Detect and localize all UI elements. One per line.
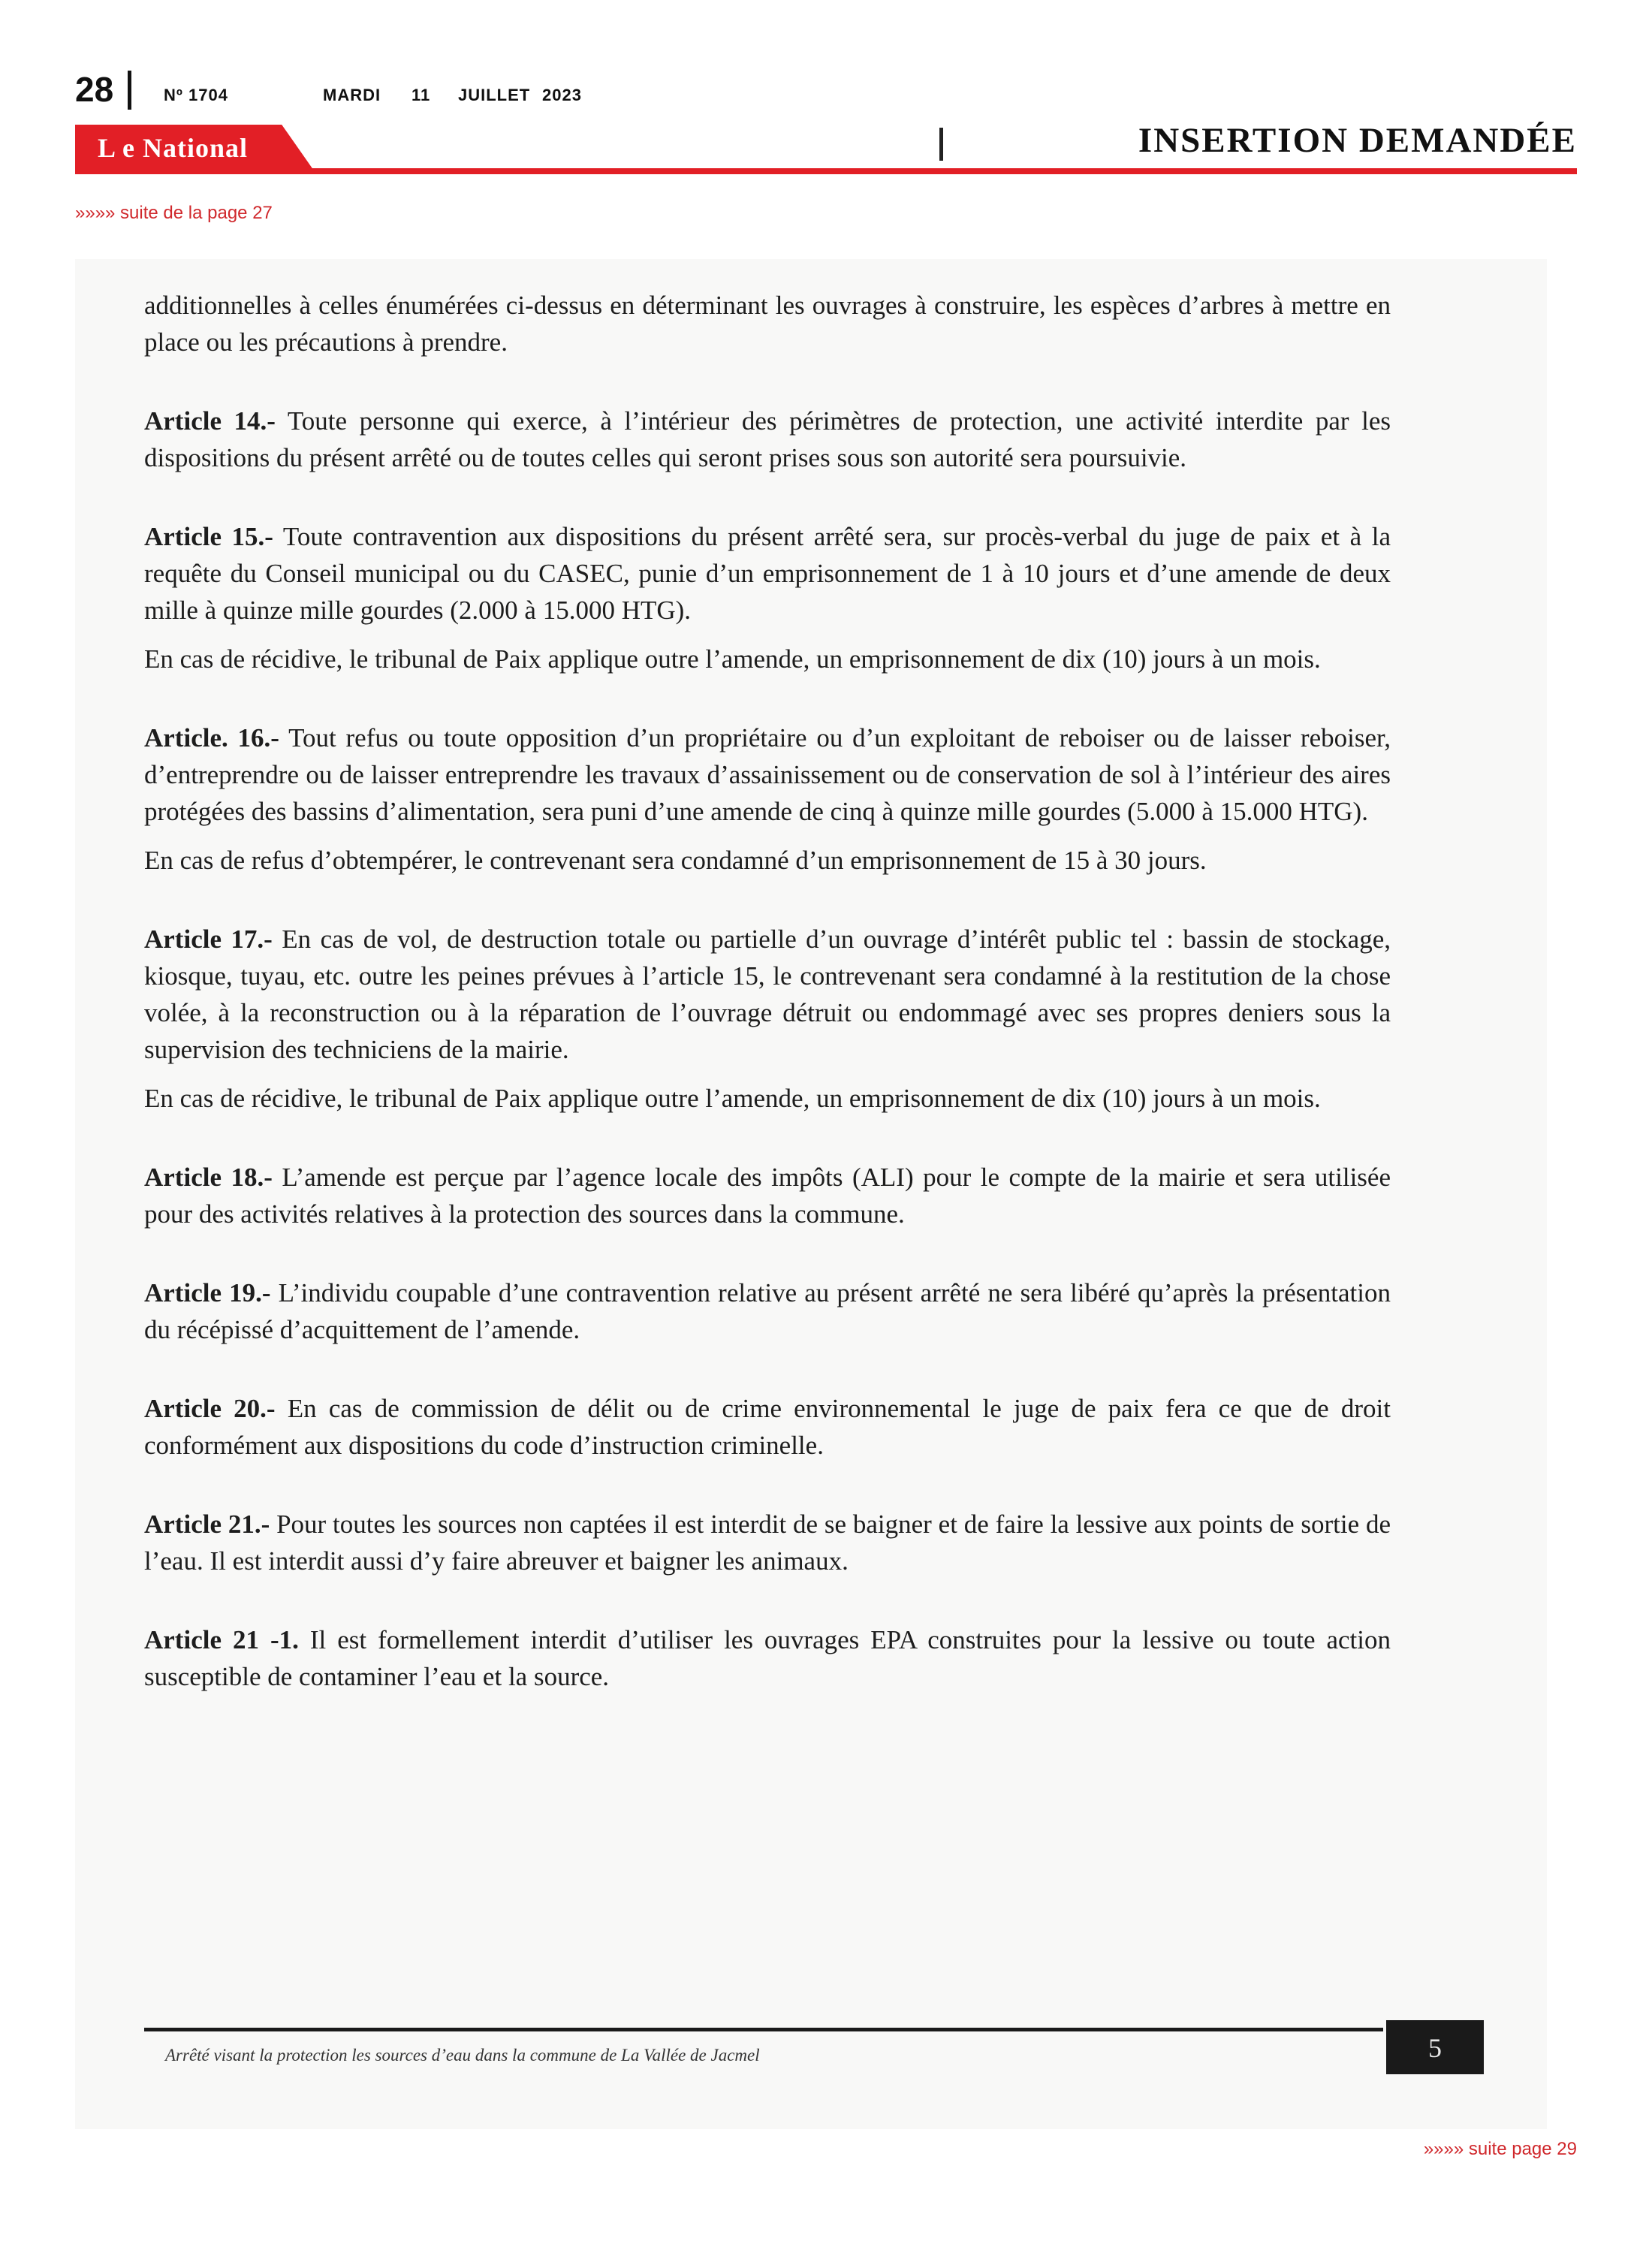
article-text: Toute contravention aux dispositions du présent arrêté sera, sur procès-verbal du juge de paix et à la requête du Conseil municipal ou du CASEC, punie d’un emprisonnement de 1 à 10 jours et d’une amende de deux mille à quinze mille gourdes (2.000 à 15.000 HTG). xyxy=(144,522,1391,625)
article-heading: Article 21.- xyxy=(144,1510,270,1539)
article-heading: Article 21 -1. xyxy=(144,1625,299,1654)
newspaper-logo: L e National xyxy=(98,133,249,163)
intro-paragraph: additionnelles à celles énumérées ci-dessus en déterminant les ouvrages à construire, les espèces d’arbres à mettre en place ou les précautions à prendre. xyxy=(144,291,1391,357)
page-number: 28 xyxy=(75,70,114,109)
date-day: 11 xyxy=(411,86,431,104)
article-18 xyxy=(144,1159,1391,1232)
article-19 xyxy=(144,1274,1391,1348)
article-heading: Article 15.- xyxy=(144,522,273,551)
article-text: En cas de vol, de destruction totale ou partielle d’un ouvrage d’intérêt public tel : bassin de stockage, kiosque, tuyau, etc. outre les peines prévues à l’article 15, le contrevenant sera condamné à la restitution de la chose volée, à la reconstruction ou à la réparation de l’ouvrage détruit ou endommagé avec ses propres deniers sous la supervision des techniciens de la mairie. xyxy=(144,924,1391,1064)
document-page-number: 5 xyxy=(1428,2033,1442,2063)
continued-from-note: »»»» suite de la page 27 xyxy=(75,203,273,223)
date-weekday: MARDI xyxy=(323,86,381,104)
article-text: Pour toutes les sources non captées il est interdit de se baigner et de faire la lessive aux points de sortie de l’eau. Il est interdit aussi d’y faire abreuver et baigner les animaux. xyxy=(144,1510,1391,1576)
article-16 xyxy=(144,719,1391,830)
document-footer-note: Arrêté visant la protection les sources d’eau dans la commune de La Vallée de Jacmel xyxy=(165,2046,760,2064)
article-text: Toute personne qui exerce, à l’intérieur des périmètres de protection, une activité interdite par les dispositions du présent arrêté ou de toutes celles qui seront prises sous son autorité sera poursuivie. xyxy=(144,406,1391,472)
article-20 xyxy=(144,1390,1391,1464)
continued-on-note: »»»» suite page 29 xyxy=(1423,2139,1577,2159)
date-month: JUILLET xyxy=(458,86,531,104)
article-heading: Article 19.- xyxy=(144,1278,271,1307)
page-number-divider xyxy=(128,71,131,110)
article-heading: Article 18.- xyxy=(144,1163,273,1192)
article-15 xyxy=(144,518,1391,629)
section-title: INSERTION DEMANDÉE xyxy=(1138,121,1577,160)
article-text: En cas de commission de délit ou de crime environnemental le juge de paix fera ce que de droit conformément aux dispositions du code d’instruction criminelle. xyxy=(144,1394,1391,1460)
article-21-1 xyxy=(144,1621,1391,1695)
article-21 xyxy=(144,1506,1391,1579)
article-heading: Article. 16.- xyxy=(144,723,279,753)
document-body xyxy=(144,287,1391,1737)
article-text: L’amende est perçue par l’agence locale des impôts (ALI) pour le compte de la mairie et sera utilisée pour des activités relatives à la protection des sources dans la commune. xyxy=(144,1163,1391,1229)
article-text: Tout refus ou toute opposition d’un propriétaire ou d’un exploitant de reboiser ou de laisser reboiser, d’entreprendre ou de laisser entreprendre les travaux d’assainissement ou de conservation de sol à l’intérieur des aires protégées des bassins d’alimentation, sera puni d’une amende de cinq à quinze mille gourdes (5.000 à 15.000 HTG). xyxy=(144,723,1391,826)
issue-number: Nº 1704 xyxy=(164,86,228,104)
article-16-followup: En cas de refus d’obtempérer, le contrevenant sera condamné d’un emprisonnement de 15 à 30 jours. xyxy=(144,846,1207,875)
date-year: 2023 xyxy=(542,86,582,104)
article-15-followup: En cas de récidive, le tribunal de Paix applique outre l’amende, un emprisonnement de dix (10) jours à un mois. xyxy=(144,644,1321,674)
article-17 xyxy=(144,921,1391,1068)
article-17-followup: En cas de récidive, le tribunal de Paix applique outre l’amende, un emprisonnement de dix (10) jours à un mois. xyxy=(144,1084,1321,1113)
article-text: L’individu coupable d’une contravention relative au présent arrêté ne sera libéré qu’après la présentation du récépissé d’acquittement de l’amende. xyxy=(144,1278,1391,1344)
article-text: Il est formellement interdit d’utiliser les ouvrages EPA construites pour la lessive ou toute action susceptible de contaminer l’eau et la source. xyxy=(144,1625,1391,1691)
article-14 xyxy=(144,403,1391,476)
article-heading: Article 17.- xyxy=(144,924,273,954)
article-heading: Article 20.- xyxy=(144,1394,276,1423)
article-heading: Article 14.- xyxy=(144,406,276,436)
document-footer-rule xyxy=(144,2028,1383,2031)
header-separator xyxy=(939,128,943,161)
